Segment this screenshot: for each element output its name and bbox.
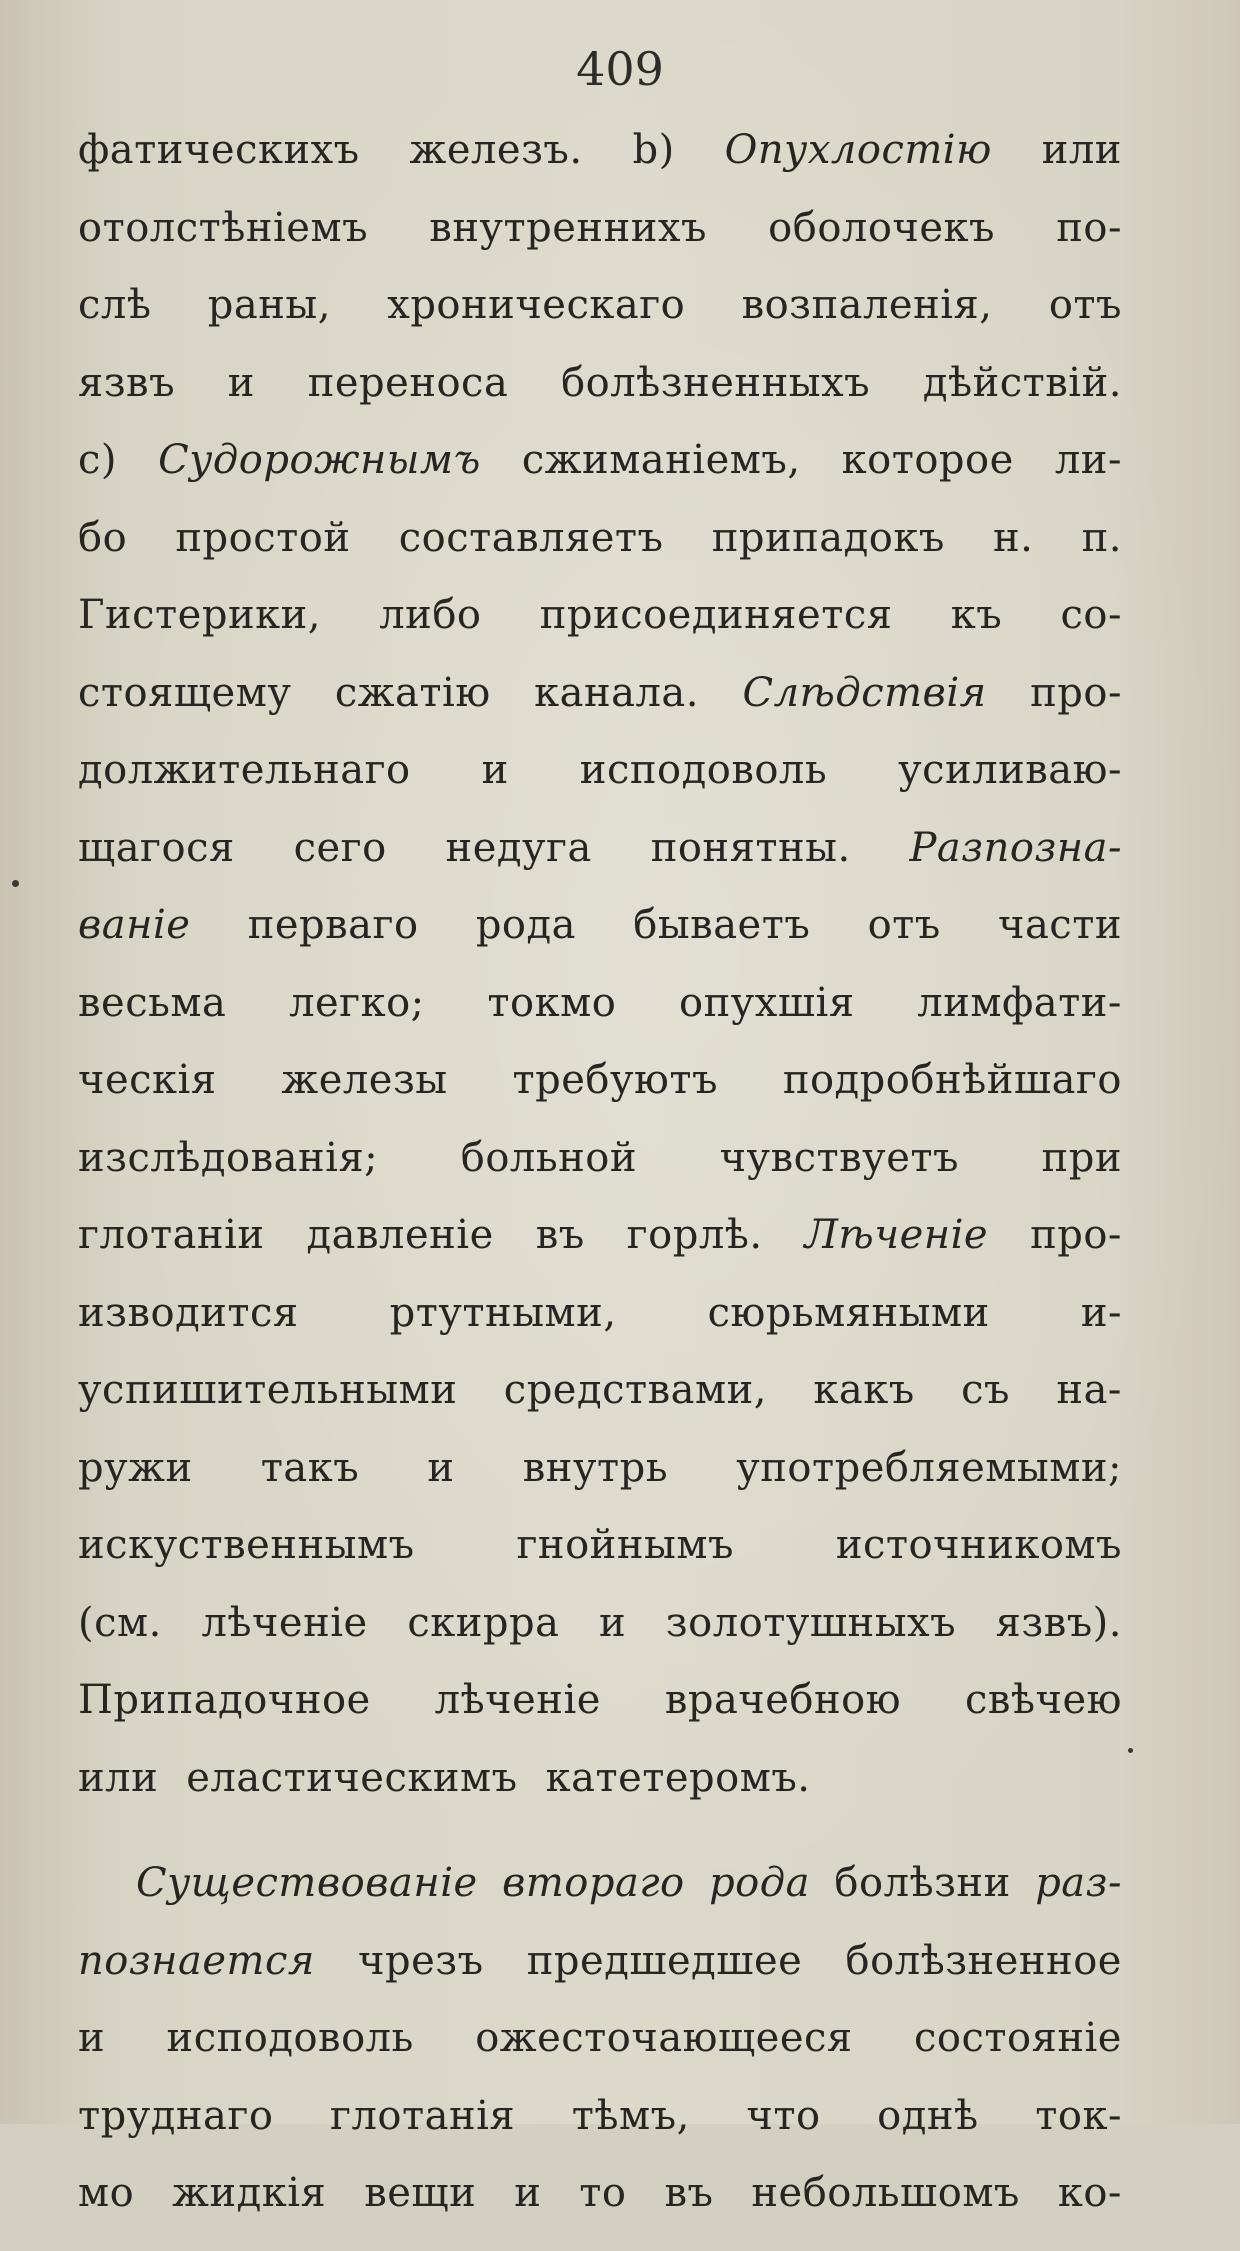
word: исподоволь: [579, 747, 828, 793]
word: съ: [961, 1367, 1010, 1413]
word: источникомъ: [835, 1522, 1122, 1568]
word: канала.: [534, 669, 699, 716]
ink-speck: [1128, 1748, 1133, 1753]
word: свѣчею: [964, 1677, 1122, 1723]
word: язвъ).: [995, 1599, 1122, 1646]
word: по-: [1056, 204, 1122, 251]
word: на-: [1056, 1367, 1122, 1413]
word: врачебною: [664, 1677, 902, 1723]
word: весьма: [78, 979, 227, 1026]
word: средствами,: [503, 1367, 767, 1413]
word: припадокъ: [711, 514, 945, 561]
word: золотушныхъ: [665, 1599, 957, 1646]
text-line: [78, 1522, 1122, 1603]
word: давленіе: [306, 1212, 494, 1258]
word: лѣченіе: [434, 1677, 601, 1723]
word: раз-: [1035, 1860, 1122, 1906]
paragraph: [78, 127, 1122, 1835]
word: рода: [709, 1860, 810, 1906]
word: усиливаю-: [898, 747, 1122, 793]
word: вещи: [364, 2170, 477, 2216]
word: п.: [1081, 514, 1122, 561]
word: стоящему: [78, 669, 292, 716]
word: отъ: [867, 902, 941, 948]
word: тѣмъ,: [571, 2092, 690, 2139]
text-line: [78, 592, 1122, 673]
word: труднаго: [78, 2092, 274, 2139]
word: опухшія: [679, 979, 855, 1026]
word: Существованіе: [136, 1860, 478, 1906]
word: однѣ: [877, 2092, 979, 2139]
word: изслѣдованія;: [78, 1134, 379, 1181]
word: втораго: [502, 1860, 685, 1906]
word: подробнѣйшаго: [782, 1057, 1122, 1103]
word: катетеромъ.: [545, 1754, 811, 1801]
word: простой: [175, 514, 351, 561]
word: глотаніи: [78, 1212, 265, 1258]
word: болѣзненныхъ: [561, 359, 871, 406]
word: ружи: [78, 1444, 193, 1491]
word: Опухлостію: [724, 127, 992, 173]
word: еластическимъ: [186, 1754, 518, 1801]
text-line: [78, 824, 1122, 906]
word: и: [427, 1444, 455, 1491]
word: то: [579, 2170, 627, 2216]
paragraph-gap: [78, 1835, 1122, 1863]
word: требуютъ: [512, 1057, 718, 1103]
word: Судорожнымъ: [158, 437, 481, 483]
word: части: [998, 902, 1122, 948]
word: и: [599, 1599, 627, 1646]
word: сюрьмяными: [707, 1289, 990, 1336]
word: Припадочное: [78, 1677, 371, 1723]
word: c): [78, 437, 118, 483]
word: небольшомъ: [751, 2170, 1020, 2216]
word: и: [227, 359, 255, 406]
text-line: [78, 1134, 1122, 1216]
ink-speck: [12, 880, 19, 887]
word: b): [632, 127, 675, 173]
word: внутреннихъ: [429, 204, 707, 251]
text-line: [78, 359, 1122, 441]
word: и-: [1080, 1289, 1122, 1336]
word: Слѣдствія: [742, 669, 987, 716]
word: Гистерики,: [78, 592, 321, 638]
word: рода: [475, 902, 576, 948]
word: железы: [281, 1057, 448, 1103]
word: употребляемыми;: [736, 1444, 1122, 1491]
word: сего: [293, 824, 387, 871]
word: недуга: [445, 824, 592, 871]
word: въ: [535, 1212, 585, 1258]
word: изводится: [78, 1289, 299, 1336]
word: чрезъ: [358, 1937, 484, 1984]
text-line: [78, 1677, 1122, 1758]
word: сжатію: [334, 669, 491, 716]
word: язвъ: [78, 359, 176, 406]
word: понятны.: [650, 824, 851, 871]
word: слѣ: [78, 282, 152, 328]
word: фатическихъ: [78, 127, 360, 173]
text-line: [78, 1860, 1122, 1941]
word: присоединяется: [539, 592, 893, 638]
word: глотанія: [330, 2092, 516, 2139]
word: отолстѣніемъ: [78, 204, 369, 251]
word: хроническаго: [387, 282, 686, 328]
paragraph: [78, 1860, 1122, 2251]
text-line: [78, 1937, 1122, 2019]
text-line: [78, 1599, 1122, 1681]
text-line: [78, 1367, 1122, 1448]
word: Разпозна-: [909, 824, 1122, 871]
word: токмо: [487, 979, 617, 1026]
word: болѣзненное: [845, 1937, 1122, 1984]
word: исподоволь: [166, 2015, 414, 2061]
word: дѣйствій.: [922, 359, 1122, 406]
word: болѣзни: [834, 1860, 1011, 1906]
word: переноса: [307, 359, 509, 406]
word: или: [78, 1754, 159, 1801]
word: скирра: [407, 1599, 560, 1646]
word: Лѣченіе: [804, 1212, 989, 1258]
word: мо: [78, 2170, 135, 2216]
word: успишительными: [78, 1367, 458, 1413]
word: въ: [664, 2170, 714, 2216]
word: ко-: [1057, 2170, 1122, 2216]
text-line: [78, 1057, 1122, 1138]
word: н.: [992, 514, 1034, 561]
word: больной: [460, 1134, 638, 1181]
text-line: [78, 282, 1122, 363]
word: перваго: [247, 902, 419, 948]
word: жидкія: [172, 2170, 327, 2216]
word: ожесточающееся: [475, 2015, 853, 2061]
text-line: [78, 669, 1122, 751]
word: железъ.: [409, 127, 583, 173]
word: гнойнымъ: [516, 1522, 734, 1568]
word: лимфати-: [917, 979, 1122, 1026]
word: и: [514, 2170, 542, 2216]
word: возпаленія,: [741, 282, 993, 328]
word: легко;: [289, 979, 425, 1026]
word: къ: [950, 592, 1003, 638]
word: горлѣ.: [626, 1212, 763, 1258]
word: что: [746, 2092, 821, 2139]
text-line: [78, 902, 1122, 983]
word: либо: [379, 592, 482, 638]
word: составляетъ: [398, 514, 664, 561]
word: какъ: [813, 1367, 915, 1413]
word: при: [1041, 1134, 1122, 1181]
word: отъ: [1048, 282, 1122, 328]
text-line: [78, 127, 1122, 208]
text-line: [78, 747, 1122, 828]
word: про-: [1030, 1212, 1122, 1258]
text-line: [78, 437, 1122, 518]
text-line: [78, 204, 1122, 286]
text-line: [78, 979, 1122, 1061]
word: должительнаго: [78, 747, 411, 793]
word: лѣченіе: [201, 1599, 368, 1646]
word: ваніе: [78, 902, 191, 948]
word: которое: [841, 437, 1014, 483]
text-line: [78, 2015, 1122, 2096]
word: щагося: [78, 824, 235, 871]
word: бо: [78, 514, 128, 561]
text-line: [78, 1289, 1122, 1371]
word: и: [78, 2015, 106, 2061]
word: предшедшее: [526, 1937, 803, 1984]
word: внутрь: [522, 1444, 669, 1491]
word: ли-: [1054, 437, 1122, 483]
word: и: [481, 747, 509, 793]
word: чувствуетъ: [719, 1134, 959, 1181]
page-number: 409: [576, 42, 664, 96]
body-text: [78, 127, 1122, 2251]
word: ток-: [1035, 2092, 1122, 2139]
word: со-: [1060, 592, 1122, 638]
text-line: [78, 514, 1122, 596]
word: ртутными,: [389, 1289, 617, 1336]
text-line: [78, 2170, 1122, 2251]
text-line: [78, 1444, 1122, 1526]
word: такъ: [260, 1444, 360, 1491]
word: про-: [1030, 669, 1122, 716]
word: искуственнымъ: [78, 1522, 415, 1568]
word: (см.: [78, 1599, 162, 1646]
word: познается: [78, 1937, 315, 1984]
text-line: [78, 2092, 1122, 2174]
text-line: [78, 1754, 1122, 1836]
text-line: [78, 1212, 1122, 1293]
word: раны,: [207, 282, 331, 328]
word: оболочекъ: [768, 204, 995, 251]
word: состояніе: [914, 2015, 1122, 2061]
word: бываетъ: [633, 902, 811, 948]
word: ческія: [78, 1057, 217, 1103]
word: или: [1041, 127, 1122, 173]
word: сжиманіемъ,: [521, 437, 801, 483]
